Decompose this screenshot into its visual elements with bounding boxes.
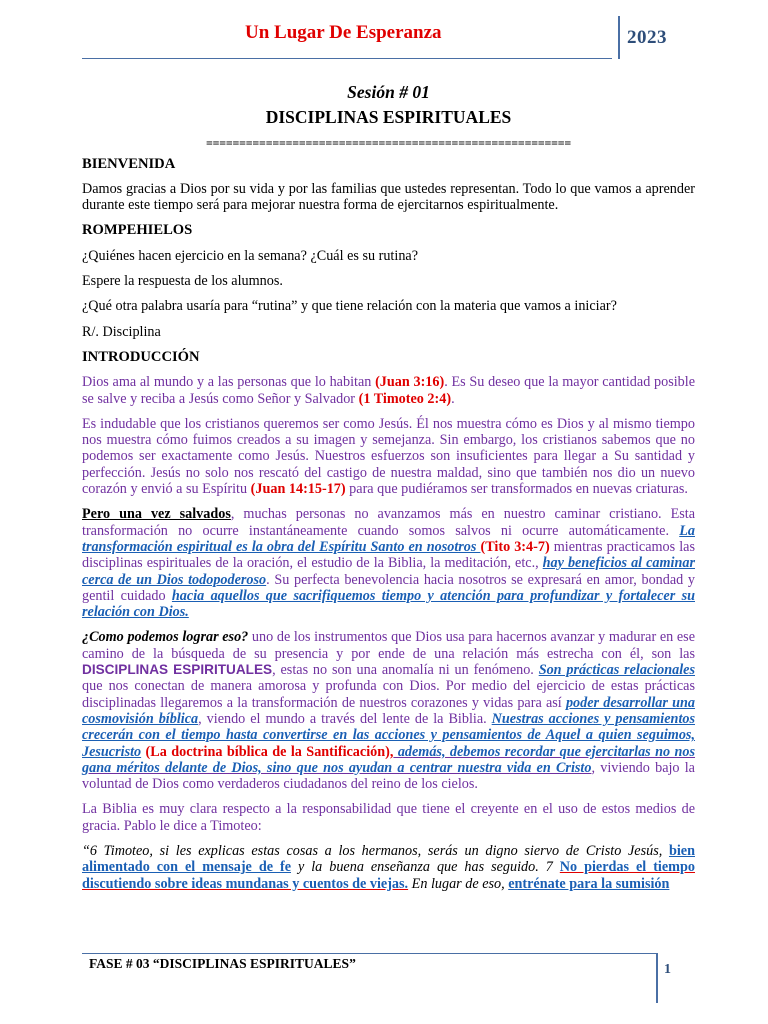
header-year: 2023 <box>627 27 667 48</box>
intro-text: , estas no son una anomalía ni un fenómeno. <box>272 662 539 679</box>
rompehielos-answer: R/. Disciplina <box>82 323 161 340</box>
document-body <box>82 78 695 901</box>
intro-paragraph-1 <box>82 374 695 407</box>
intro-text: . Es Su deseo que la mayor cantidad posible se salve y reciba a Jesús como Señor y Salvador <box>82 374 695 407</box>
section-heading-bienvenida: BIENVENIDA <box>82 155 176 172</box>
rompehielos-question-2: ¿Qué otra palabra usaría para “rutina” y que tiene relación con la materia que vamos a iniciar? <box>82 298 617 315</box>
separator-rule: ======================================================= <box>205 135 572 150</box>
intro-text: . Su perfecta benevolencia hacia nosotros se expresará en amor, bondad y gentil cuidado <box>82 571 695 604</box>
footer-title: FASE # 03 “DISCIPLINAS ESPIRITUALES” <box>89 956 356 971</box>
page-header <box>0 0 768 60</box>
scripture-reference: (Juan 14:15-17) <box>250 481 346 498</box>
intro-paragraph-5: La Biblia es muy clara respecto a la responsabilidad que tiene el creyente en el uso de estos medios de gracia. Pablo le dice a Timoteo: <box>82 801 695 834</box>
header-divider <box>82 58 612 59</box>
session-number: Sesión # 01 <box>347 82 430 102</box>
emphasis-text: además, debemos recordar que ejercitarlas no nos gana méritos delante de Dios, sino que nos ayudan a centrar nuestra vida en Cristo <box>82 743 696 776</box>
intro-text: mientras practicamos las disciplinas espirituales de la oración, el estudio de la Biblia, la meditación, etc., <box>82 538 695 572</box>
intro-paragraph-4 <box>82 629 695 792</box>
scripture-reference: (1 Timoteo 2:4) <box>358 390 452 407</box>
footer-vertical-divider <box>656 953 658 1003</box>
intro-text: , viendo el mundo a través del lente de la Biblia. <box>198 710 492 727</box>
intro-paragraph-3 <box>82 506 695 620</box>
emphasis-text: No pierdas el tiempo discutiendo sobre ideas mundanas y cuentos de viejas. <box>82 859 695 892</box>
doctrine-reference: (La doctrina bíblica de la Santificación), <box>141 743 394 760</box>
intro-text: que nos conectan de manera amorosa y profunda con Dios. Por medio del ejercicio de estas prácticas disciplinadas llegaremos a la transformación de nuestros corazones y vidas para así <box>82 678 695 711</box>
intro-text: Dios ama al mundo y a las personas que lo habitan <box>82 374 376 391</box>
rompehielos-instruction: Espere la respuesta de los alumnos. <box>82 273 283 290</box>
emphasis-caps: DISCIPLINAS ESPIRITUALES <box>82 662 273 678</box>
page-footer <box>0 945 768 1024</box>
scripture-quote <box>82 843 695 892</box>
emphasis-text: Nuestras acciones y pensamientos crecerán con el tiempo hasta convertirse en las acciones y pensamientos de Aquel a quien seguimos, Jesucristo <box>82 710 695 760</box>
intro-text: . <box>451 390 455 407</box>
emphasis-text: hay beneficios al caminar cerca de un Dios todopoderoso <box>82 555 695 588</box>
page-number: 1 <box>664 962 671 977</box>
footer-divider <box>82 953 656 954</box>
intro-paragraph-2 <box>82 416 695 497</box>
quote-text: y la buena enseñanza que has seguido. 7 <box>291 859 560 876</box>
intro-text: , viviendo bajo la voluntad de Dios como verdaderos ciudadanos del reino de los cielos. <box>82 759 695 793</box>
emphasis-text: hacia aquellos que sacrifiquemos tiempo y atención para profundizar y fortalecer su relación con Dios. <box>82 587 695 621</box>
emphasis-text: La transformación espiritual es la obra del Espíritu Santo en nosotros <box>82 522 695 555</box>
intro-text: uno de los instrumentos que Dios usa para hacernos avanzar y madurar en ese camino de la búsqueda de su presencia y por ende de una relación más estrecha con él, son las <box>82 629 696 662</box>
document-title: DISCIPLINAS ESPIRITUALES <box>265 107 512 128</box>
emphasis-text: poder desarrollar una cosmovisión bíblica <box>82 694 696 727</box>
lead-phrase: Pero una vez salvados <box>82 506 231 523</box>
scripture-reference: (Tito 3:4-7) <box>480 538 550 555</box>
emphasis-text: Son prácticas relacionales <box>538 662 695 679</box>
rompehielos-question-1: ¿Quiénes hacen ejercicio en la semana? ¿Cuál es su rutina? <box>82 247 419 264</box>
scripture-reference: (Juan 3:16) <box>375 374 445 391</box>
emphasis-text: entrénate para la sumisión <box>508 875 670 892</box>
intro-text: Es indudable que los cristianos queremos ser como Jesús. Él nos muestra cómo es Dios y al mismo tiempo nos muestra cómo fuimos creados a su imagen y semejanza. Sin embargo, los cristianos sabemos que no podemos ser exactamente como Jesús. Nuestros esfuerzos son insuficientes para llegar a Su santidad y perfección. Jesús no solo nos rescató del castigo de nuestra maldad, sino que también nos dio un nuevo corazón y envió a su Espíritu <box>82 415 695 498</box>
section-heading-introduccion: INTRODUCCIÓN <box>82 348 200 365</box>
lead-question: ¿Como podemos lograr eso? <box>82 629 249 646</box>
header-title: Un Lugar De Esperanza <box>245 22 442 43</box>
header-vertical-divider <box>618 16 620 59</box>
intro-text: para que pudiéramos ser transformados en nuevas criaturas. <box>345 481 688 498</box>
emphasis-text: bien alimentado con el mensaje de fe <box>82 842 695 876</box>
section-heading-rompehielos: ROMPEHIELOS <box>82 222 193 239</box>
quote-text: “6 Timoteo, si les explicas estas cosas a los hermanos, serás un digno siervo de Cristo Jesús, <box>82 842 669 859</box>
quote-text: En lugar de eso, <box>408 875 509 892</box>
intro-text: , muchas personas no avanzamos más en nuestro caminar cristiano. Esta transformación no ocurre instantáneamente cuando somos salvos ni ocurre automáticamente. <box>82 506 695 539</box>
bienvenida-paragraph: Damos gracias a Dios por su vida y por las familias que ustedes representan. Todo lo que vamos a aprender durante este tiempo será para mejorar nuestra forma de ejercitarnos espiritualmente. <box>82 180 695 214</box>
